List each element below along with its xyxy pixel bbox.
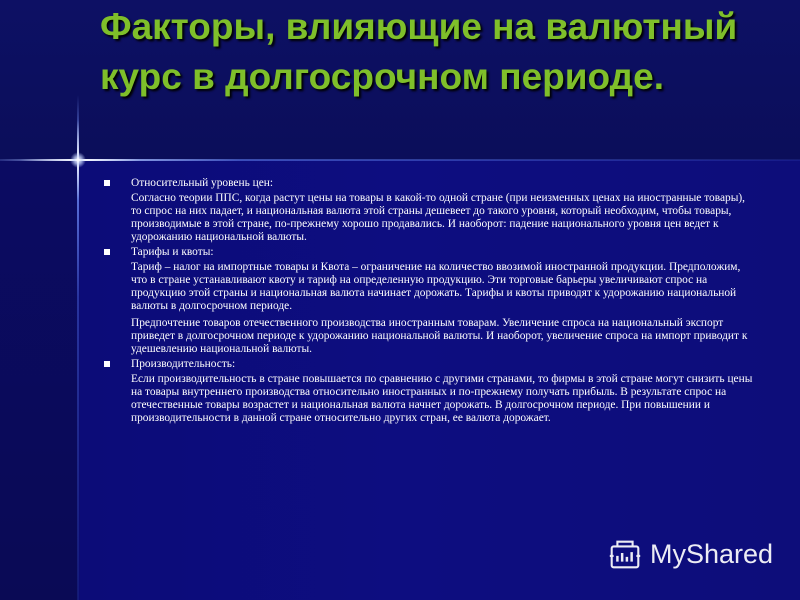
myshared-watermark	[606, 534, 773, 574]
slide-title: Факторы, влияющие на валютный курс в долгосрочном периоде.	[100, 6, 738, 97]
item-paragraph: Тариф – налог на импортные товары и Квота – ограничение на количество ввозимой иностранной продукции. Предположим, что в стране устанавливают квоту и тариф на определенную продукцию. Эти торговые барьеры увеличивают спрос на продукцию этой страны и национальная валюта начинает дорожать. Тарифы и квоты приводят к удорожанию национальной валюты в долгосрочном периоде.	[131, 261, 741, 312]
watermark-text: MyShared	[650, 538, 774, 569]
item-paragraph: Согласно теории ППС, когда растут цены на товары в какой-то одной стране (при неизменных ценах на иностранные товары), то спрос на них падает, и национальная валюта этой страны дешевеет до такого уровня, который необходим, чтобы товары, производимые в этой стране, по-прежнему хорошо продавались. И наоборот: падение национального уровня цен ведет к удорожанию национальной валюты.	[131, 192, 746, 243]
item-heading: Производительность:	[131, 358, 236, 370]
slide-content	[104, 177, 754, 427]
list-item	[104, 246, 754, 356]
item-heading: Относительный уровень цен:	[131, 177, 274, 189]
bullet-heading	[104, 177, 754, 190]
square-bullet-icon	[104, 249, 110, 255]
square-bullet-icon	[104, 180, 110, 186]
item-paragraph: Предпочтение товаров отечественного производства иностранным товарам. Увеличение спроса на национальный экспорт приведет в долгосрочном периоде к удорожанию национальной валюты. И наоборот, увеличение спроса на импорт приводит к удешевлению национальной валюты.	[131, 317, 748, 355]
bullet-heading	[104, 246, 754, 259]
item-paragraph: Если производительность в стране повышается по сравнению с другими странами, то фирмы в этой стране могут снизить цены на товары внутреннего производства относительно иностранных и по-прежнему получать прибыль. В результате спрос на отечественные товары возрастет и национальная валюта начнет дорожать. В долгосрочном периоде. При повышении и производительности в данной стране относительно других стран, ее валюта дорожает.	[131, 373, 753, 424]
list-item	[104, 177, 754, 244]
bullet-heading	[104, 358, 754, 371]
square-bullet-icon	[104, 361, 110, 367]
myshared-logo-icon	[606, 535, 644, 573]
item-heading: Тарифы и квоты:	[131, 246, 214, 258]
sparkle-icon	[70, 152, 86, 168]
list-item	[104, 358, 754, 425]
left-strip	[0, 160, 78, 600]
